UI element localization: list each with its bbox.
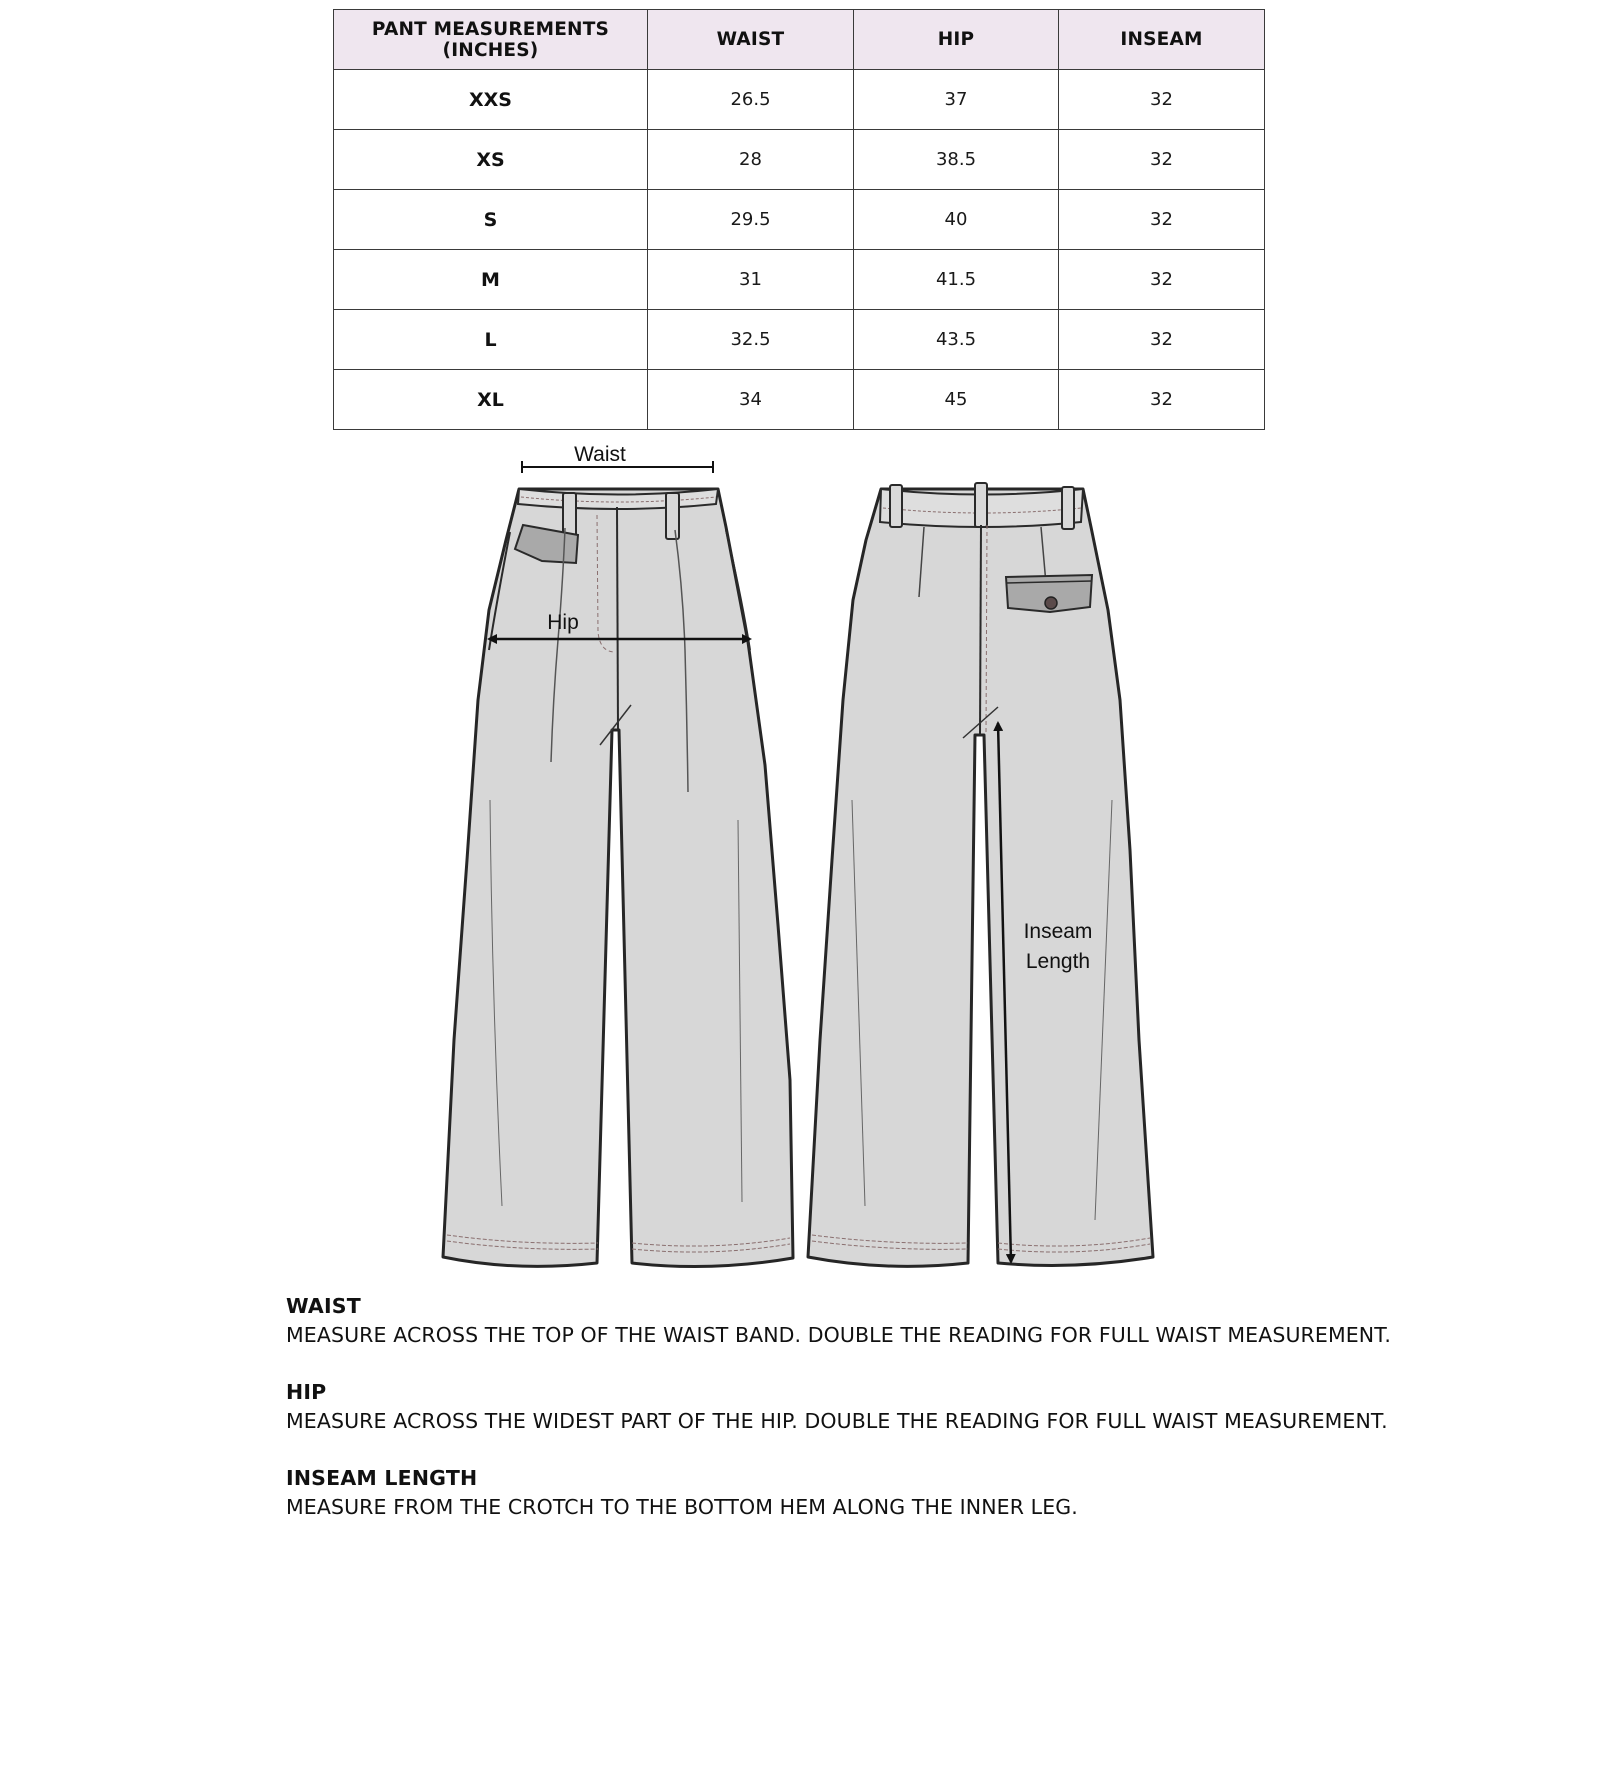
inseam-cell: 32 bbox=[1059, 310, 1265, 370]
size-cell: M bbox=[334, 250, 648, 310]
size-cell: XL bbox=[334, 370, 648, 430]
note-text: MEASURE FROM THE CROTCH TO THE BOTTOM HEM ALONG THE INNER LEG. bbox=[286, 1495, 1078, 1519]
waist-label: Waist bbox=[574, 443, 626, 466]
header-hip: HIP bbox=[854, 10, 1059, 70]
inseam-cell: 32 bbox=[1059, 130, 1265, 190]
size-cell: L bbox=[334, 310, 648, 370]
note-title: HIP bbox=[286, 1380, 327, 1404]
note-hip bbox=[286, 1377, 1546, 1436]
hip-label: Hip bbox=[547, 611, 579, 634]
size-cell: XXS bbox=[334, 70, 648, 130]
waist-cell: 32.5 bbox=[648, 310, 854, 370]
waist-cell: 26.5 bbox=[648, 70, 854, 130]
note-text: MEASURE ACROSS THE TOP OF THE WAIST BAND. DOUBLE THE READING FOR FULL WAIST MEASUREMENT. bbox=[286, 1323, 1392, 1347]
note-text: MEASURE ACROSS THE WIDEST PART OF THE HIP. DOUBLE THE READING FOR FULL WAIST MEASUREMENT. bbox=[286, 1409, 1388, 1433]
hip-cell: 38.5 bbox=[854, 130, 1059, 190]
note-waist bbox=[286, 1291, 1546, 1350]
inseam-cell: 32 bbox=[1059, 70, 1265, 130]
front-pants-illustration bbox=[443, 489, 793, 1267]
header-measurements: PANT MEASUREMENTS (INCHES) bbox=[334, 10, 648, 70]
hip-cell: 45 bbox=[854, 370, 1059, 430]
hip-cell: 41.5 bbox=[854, 250, 1059, 310]
waist-cell: 28 bbox=[648, 130, 854, 190]
measurement-notes bbox=[286, 1291, 1546, 1549]
note-title: WAIST bbox=[286, 1294, 361, 1318]
waist-cell: 31 bbox=[648, 250, 854, 310]
note-inseam bbox=[286, 1463, 1546, 1522]
inseam-label-line1: Inseam bbox=[1023, 920, 1093, 943]
note-title: INSEAM LENGTH bbox=[286, 1466, 478, 1490]
size-cell: XS bbox=[334, 130, 648, 190]
header-waist: WAIST bbox=[648, 10, 854, 70]
size-cell: S bbox=[334, 190, 648, 250]
hip-cell: 37 bbox=[854, 70, 1059, 130]
waist-cell: 29.5 bbox=[648, 190, 854, 250]
hip-cell: 43.5 bbox=[854, 310, 1059, 370]
hip-cell: 40 bbox=[854, 190, 1059, 250]
waist-cell: 34 bbox=[648, 370, 854, 430]
back-pants-illustration bbox=[808, 483, 1153, 1266]
inseam-label-line2: Length bbox=[1025, 950, 1091, 973]
header-inseam: INSEAM bbox=[1059, 10, 1265, 70]
inseam-cell: 32 bbox=[1059, 190, 1265, 250]
inseam-cell: 32 bbox=[1059, 370, 1265, 430]
inseam-cell: 32 bbox=[1059, 250, 1265, 310]
